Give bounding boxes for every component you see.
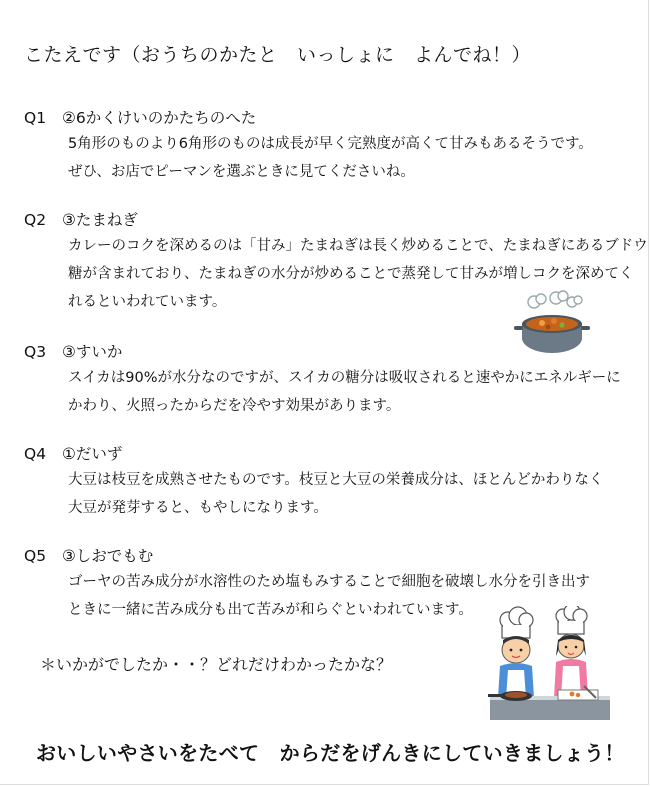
explanation-line: 大豆は枝豆を成熟させたものです。枝豆と大豆の栄養成分は、ほとんどかわりなく — [68, 472, 604, 488]
question-explanation — [68, 130, 644, 186]
question-answer: ③たまねぎ — [62, 211, 138, 229]
curry-pot-icon — [512, 290, 592, 360]
explanation-line: れるといわれています。 — [68, 294, 227, 310]
explanation-line: ゴーヤの苦み成分が水溶性のため塩もみすることで細胞を破壊し水分を引き出す — [68, 574, 590, 590]
explanation-line: 5角形のものより6角形のものは成長が早く完熟度が高くて甘みもあるそうです。 — [68, 136, 593, 152]
question-explanation — [68, 364, 644, 420]
question-header — [24, 208, 644, 232]
question-explanation — [68, 466, 644, 522]
question-answer: ①だいず — [62, 445, 123, 463]
explanation-line: ときに一緒に苦み成分も出て苦みが和らぐといわれています。 — [68, 602, 473, 618]
question-number: Q3 — [24, 343, 47, 361]
question-header — [24, 442, 644, 466]
chef-hat-icon — [500, 607, 533, 638]
question-1 — [24, 106, 644, 186]
chefs-cooking-illustration — [488, 606, 612, 726]
explanation-line: カレーのコクを深めるのは「甘み」たまねぎは長く炒めることで、たまねぎにあるブドウ — [68, 238, 648, 254]
explanation-line: ぜひ、お店でピーマンを選ぶときに見てくださいね。 — [68, 164, 415, 180]
question-number: Q2 — [24, 211, 47, 229]
question-number: Q1 — [24, 109, 47, 127]
explanation-line: 糖が含まれており、たまねぎの水分が炒めることで蒸発して甘みが増しコクを深めてく — [68, 266, 634, 282]
question-4 — [24, 442, 644, 522]
question-answer: ③しおでもむ — [62, 547, 154, 565]
question-number: Q5 — [24, 547, 47, 565]
explanation-line: 大豆が発芽すると、もやしになります。 — [68, 500, 328, 516]
question-answer: ③すいか — [62, 343, 123, 361]
footer-message: おいしいやさいをたべて からだをげんきにしていきましょう！ — [36, 741, 625, 765]
question-answer: ②6かくけいのかたちのへた — [62, 109, 257, 127]
closing-note: ＊いかがでしたか・・？どれだけわかったかな？ — [40, 655, 393, 674]
explanation-line: スイカは90%が水分なのですが、スイカの糖分は吸収されると速やかにエネルギーに — [68, 370, 621, 386]
chef-hat-icon — [556, 606, 587, 634]
question-number: Q4 — [24, 445, 47, 463]
question-header — [24, 544, 644, 568]
explanation-line: かわり、火照ったからだを冷やす効果があります。 — [68, 398, 401, 414]
page-title: こたえです（おうちのかたと いっしょに よんでね！） — [24, 44, 532, 66]
question-header — [24, 106, 644, 130]
